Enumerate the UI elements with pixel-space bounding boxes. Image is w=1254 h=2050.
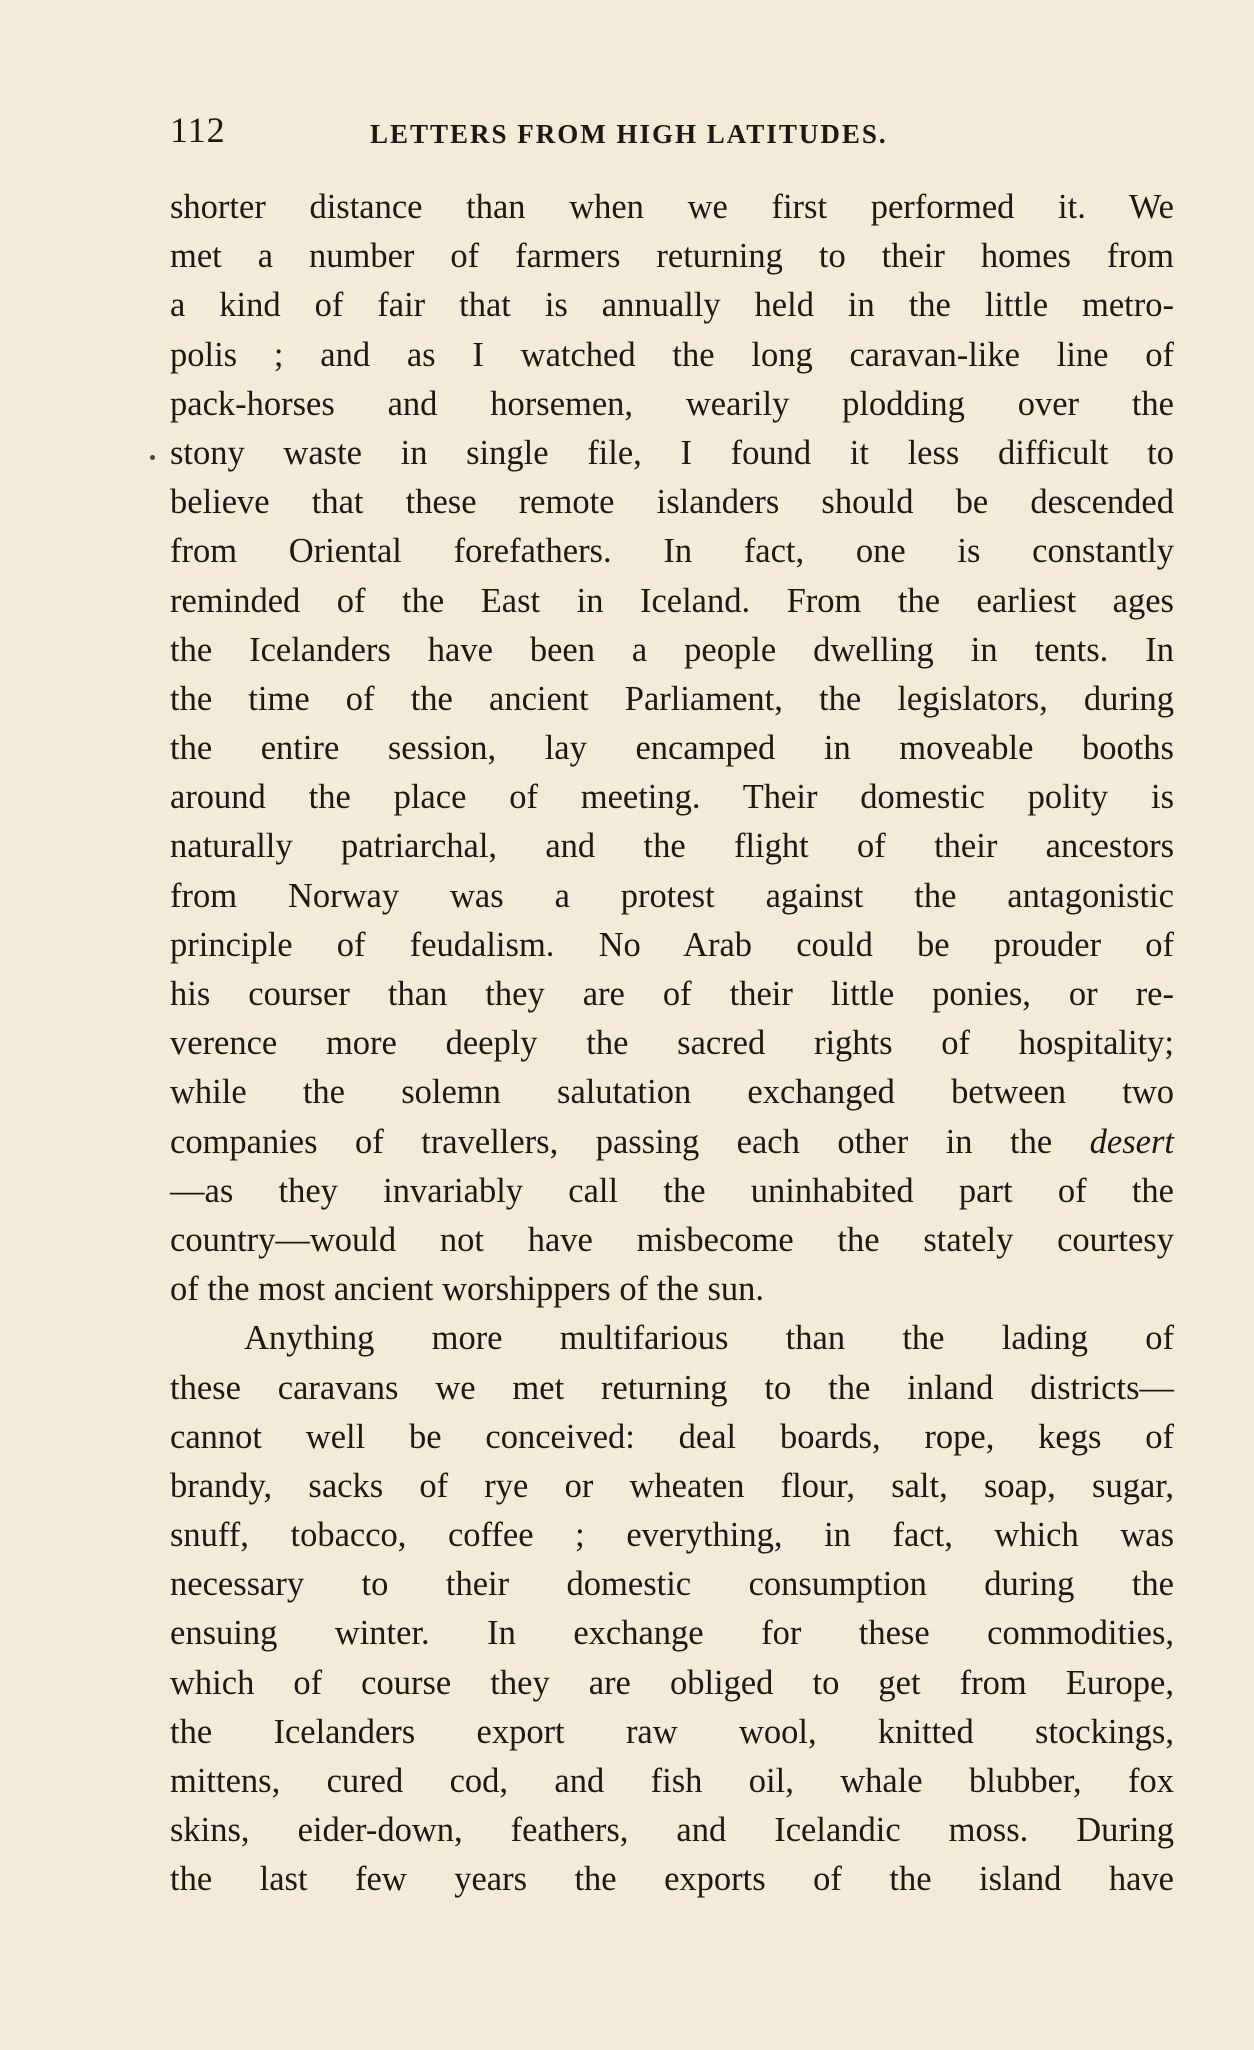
text-line: of the most ancient worshippers of the sun. [170,1270,765,1309]
running-title: LETTERS FROM HIGH LATITUDES. [370,119,888,149]
text-line: necessary to their domestic consumption during the [170,1565,1174,1604]
text-line: mittens, cured cod, and fish oil, whale blubber, fox [170,1762,1174,1800]
text-line: a kind of fair that is annually held in the little metro- [170,286,1174,325]
text-line: brandy, sacks of rye or wheaten flour, salt, soap, sugar, [170,1466,1174,1505]
text-line: while the solemn salutation exchanged between two [170,1073,1174,1112]
text-line: from Oriental forefathers. In fact, one is constantly [170,532,1174,571]
page-number: 112 [170,110,226,150]
text-line: met a number of farmers returning to their homes from [170,237,1174,276]
text-line: stony waste in single file, I found it less difficult to [170,433,1174,472]
margin-mark [150,455,155,460]
text-line: pack-horses and horsemen, wearily plodding over the [170,384,1174,423]
text-line: believe that these remote islanders should be descended [170,483,1174,522]
text-line: verence more deeply the sacred rights of hospitality; [170,1024,1174,1063]
text-line: snuff, tobacco, coffee ; everything, in fact, which was [170,1516,1174,1555]
text-line: country—would not have misbecome the stately courtesy [170,1220,1174,1259]
italic-word-desert: desert [1089,1122,1174,1161]
text-line: around the place of meeting. Their domestic polity is [170,778,1174,817]
text-line: the time of the ancient Parliament, the legislators, during [170,679,1174,718]
text-line: the last few years the exports of the island have [170,1860,1174,1899]
text-line-with-italic [170,1118,1174,1167]
text-line: shorter distance than when we first performed it. We [170,188,1174,226]
text-line: ensuing winter. In exchange for these commodities, [170,1614,1174,1653]
text-line: from Norway was a protest against the antagonistic [170,876,1174,915]
text-line: the Icelanders have been a people dwelling in tents. In [170,630,1174,669]
text-line: the entire session, lay encamped in moveable booths [170,729,1174,768]
text-line: skins, eider-down, feathers, and Icelandic moss. During [170,1811,1174,1850]
text-line: —as they invariably call the uninhabited part of the [170,1171,1174,1210]
text-line: reminded of the East in Iceland. From the earliest ages [170,581,1174,620]
text-line: the Icelanders export raw wool, knitted stockings, [170,1712,1174,1751]
text-line: these caravans we met returning to the inland districts— [170,1368,1174,1407]
text-segment: companies of travellers, passing each other in the [170,1122,1090,1161]
text-line: principle of feudalism. No Arab could be prouder of [170,925,1174,964]
page-header [170,105,1170,155]
text-line: polis ; and as I watched the long caravan-like line of [170,335,1174,374]
body-text [170,183,1174,1905]
text-line: Anything more multifarious than the lading of [244,1319,1174,1358]
text-line: cannot well be conceived: deal boards, rope, kegs of [170,1417,1174,1456]
text-line: naturally patriarchal, and the flight of their ancestors [170,827,1174,866]
text-line: which of course they are obliged to get from Europe, [170,1663,1174,1702]
text-line: his courser than they are of their little ponies, or re- [170,975,1174,1013]
